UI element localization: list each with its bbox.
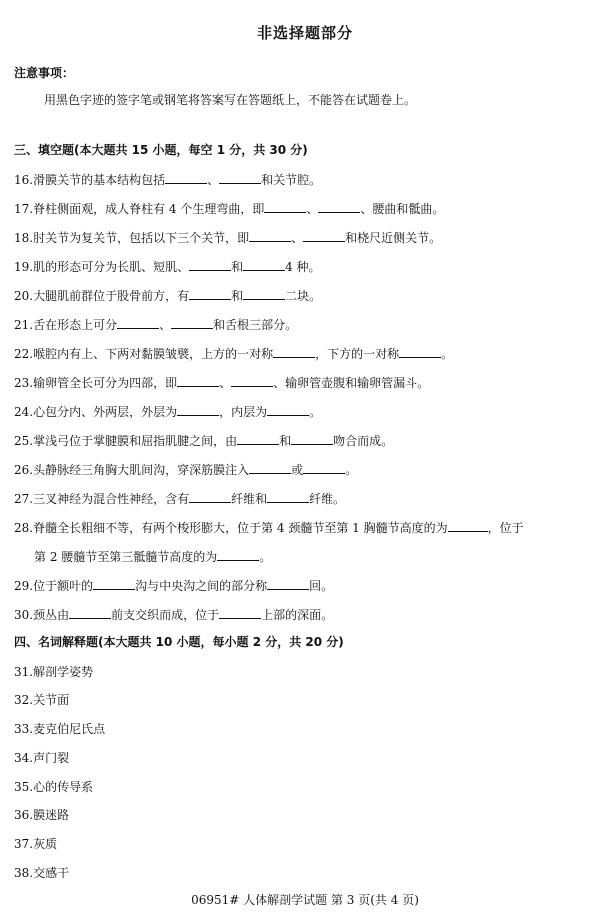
- question-20: [14, 288, 321, 303]
- page-footer: 06951# 人体解剖学试题 第 3 页(共 4 页): [191, 893, 419, 907]
- question-21-text: 和舌根三部分。: [213, 318, 298, 332]
- blank: [267, 578, 309, 590]
- question-24-text: 24.心包分内、外两层，外层为: [14, 405, 178, 419]
- blank: [243, 288, 285, 300]
- question-35: 35.心的传导系: [14, 780, 94, 794]
- question-27-text: 纤维。: [309, 492, 346, 506]
- question-16-text: 、: [207, 173, 220, 187]
- question-33: 33.麦克伯尼氏点: [14, 722, 106, 736]
- question-18-text: 18.肘关节为复关节，包括以下三个关节，即: [14, 231, 250, 245]
- question-25-text: 25.掌浅弓位于掌腱膜和屈指肌腱之间，由: [14, 434, 238, 448]
- question-21: [14, 317, 297, 332]
- blank: [219, 607, 261, 619]
- question-31: 31.解剖学姿势: [14, 665, 94, 679]
- blank: [177, 404, 219, 416]
- blank: [243, 259, 285, 271]
- notice-heading: 注意事项：: [14, 66, 75, 80]
- question-27-text: 纤维和: [231, 492, 268, 506]
- blank: [217, 549, 259, 561]
- blank: [237, 433, 279, 445]
- question-23-text: 、: [219, 376, 232, 390]
- blank: [399, 346, 441, 358]
- page-title: 非选择题部分: [256, 24, 353, 42]
- blank: [171, 317, 213, 329]
- question-30-text: 30.颈丛由: [14, 608, 70, 622]
- question-32: 32.关节面: [14, 693, 70, 707]
- blank: [448, 520, 488, 532]
- question-28-text: ，位于: [487, 521, 524, 535]
- question-19: [14, 259, 321, 274]
- question-19-text: 4 种。: [285, 260, 321, 274]
- question-20-text: 和: [231, 289, 244, 303]
- blank: [117, 317, 159, 329]
- notice-body: 用黑色字迹的签字笔或钢笔将答案写在答题纸上，不能答在试题卷上。: [44, 93, 417, 107]
- question-30: [14, 607, 333, 622]
- question-16-text: 16.滑膜关节的基本结构包括: [14, 173, 166, 187]
- blank: [273, 346, 315, 358]
- question-22-text: ，下方的一对称: [315, 347, 400, 361]
- question-25: [14, 433, 393, 448]
- question-22-text: 。: [441, 347, 454, 361]
- blank: [189, 491, 231, 503]
- question-18-text: 和桡尺近侧关节。: [345, 231, 442, 245]
- question-16: [14, 172, 321, 187]
- blank: [165, 172, 207, 184]
- question-26-text: 或: [291, 463, 304, 477]
- question-27-text: 27.三叉神经为混合性神经，含有: [14, 492, 190, 506]
- question-24-text: ，内层为: [219, 405, 268, 419]
- blank: [267, 491, 309, 503]
- question-21-text: 21.舌在形态上可分: [14, 318, 118, 332]
- blank: [291, 433, 333, 445]
- question-28-continued: [34, 549, 271, 564]
- question-37: 37.灰质: [14, 837, 58, 851]
- question-17-text: 、: [306, 202, 319, 216]
- blank: [318, 201, 360, 213]
- question-16-text: 和关节腔。: [261, 173, 322, 187]
- question-36: 36.膜迷路: [14, 808, 70, 822]
- question-17-text: 17.脊柱侧面观，成人脊柱有 4 个生理弯曲，即: [14, 202, 265, 216]
- question-27: [14, 491, 345, 506]
- question-19-text: 19.肌的形态可分为长肌、短肌、: [14, 260, 190, 274]
- question-22-text: 22.喉腔内有上、下两对黏膜皱襞，上方的一对称: [14, 347, 274, 361]
- question-28-text: 。: [259, 550, 272, 564]
- question-23-text: 、输卵管壶腹和输卵管漏斗。: [273, 376, 430, 390]
- blank: [93, 578, 135, 590]
- question-18-text: 、: [291, 231, 304, 245]
- question-29-text: 沟与中央沟之间的部分称: [135, 579, 268, 593]
- question-34: 34.声门裂: [14, 751, 70, 765]
- blank: [249, 462, 291, 474]
- blank: [264, 201, 306, 213]
- question-23: [14, 375, 429, 390]
- blank: [303, 462, 345, 474]
- blank: [267, 404, 309, 416]
- question-26-text: 26.头静脉经三角胸大肌间沟，穿深筋膜注入: [14, 463, 250, 477]
- question-29: [14, 578, 333, 593]
- blank: [219, 172, 261, 184]
- section-3-heading: 三、填空题(本大题共 15 小题，每空 1 分，共 30 分): [14, 143, 308, 157]
- blank: [249, 230, 291, 242]
- blank: [177, 375, 219, 387]
- question-17: [14, 201, 444, 216]
- question-19-text: 和: [231, 260, 244, 274]
- question-30-text: 前支交织而成，位于: [111, 608, 220, 622]
- question-38: 38.交感干: [14, 866, 70, 880]
- question-20-text: 20.大腿肌前群位于股骨前方，有: [14, 289, 190, 303]
- blank: [231, 375, 273, 387]
- question-28-text: 第 2 腰髓节至第三骶髓节高度的为: [34, 550, 218, 564]
- question-23-text: 23.输卵管全长可分为四部，即: [14, 376, 178, 390]
- question-20-text: 二块。: [285, 289, 322, 303]
- question-24: [14, 404, 321, 419]
- blank: [69, 607, 111, 619]
- question-17-text: 、腰曲和骶曲。: [360, 202, 445, 216]
- question-28: [14, 520, 524, 535]
- question-21-text: 、: [159, 318, 172, 332]
- question-28-text: 28.脊髓全长粗细不等，有两个梭形膨大，位于第 4 颈髓节至第 1 胸髓节高度的为: [14, 521, 448, 535]
- question-26: [14, 462, 357, 477]
- section-4-heading: 四、名词解释题(本大题共 10 小题，每小题 2 分，共 20 分): [14, 635, 344, 649]
- blank: [189, 288, 231, 300]
- question-25-text: 和: [279, 434, 292, 448]
- question-30-text: 上部的深面。: [261, 608, 334, 622]
- question-29-text: 回。: [309, 579, 334, 593]
- blank: [189, 259, 231, 271]
- question-18: [14, 230, 441, 245]
- question-26-text: 。: [345, 463, 358, 477]
- blank: [303, 230, 345, 242]
- question-25-text: 吻合而成。: [333, 434, 394, 448]
- question-29-text: 29.位于额叶的: [14, 579, 94, 593]
- question-24-text: 。: [309, 405, 322, 419]
- question-22: [14, 346, 453, 361]
